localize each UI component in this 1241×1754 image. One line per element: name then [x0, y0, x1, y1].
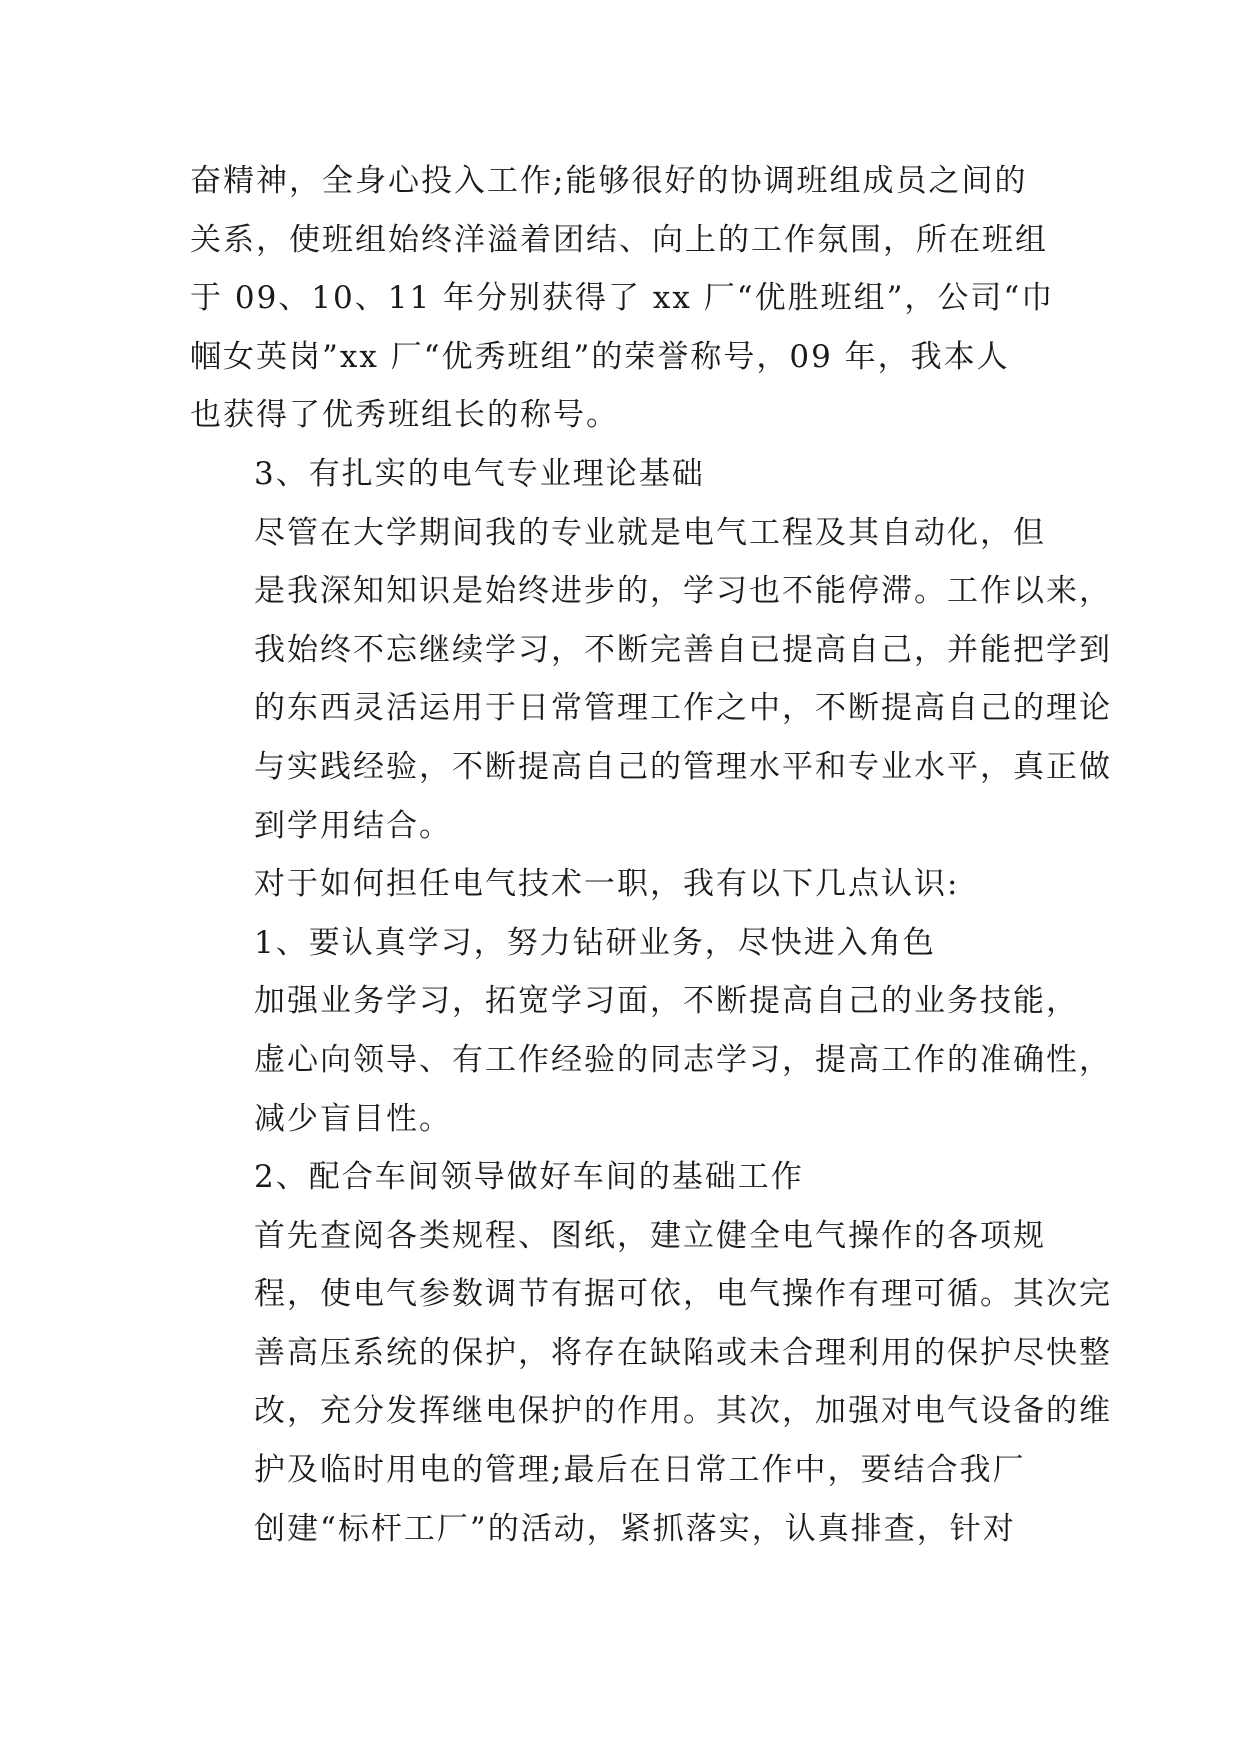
paragraph [190, 855, 1060, 914]
text-line: 关系，使班组始终洋溢着团结、向上的工作氛围，所在班组 [190, 221, 1048, 258]
paragraph [190, 504, 1112, 856]
paragraph [190, 445, 1060, 504]
text-line: 首先查阅各类规程、图纸，建立健全电气操作的各项规 [254, 1217, 1046, 1254]
document-body [190, 152, 1112, 1558]
text-line: 是我深知知识是始终进步的，学习也不能停滞。工作以来， [254, 573, 1112, 610]
text-line: 奋精神，全身心投入工作;能够很好的协调班组成员之间的 [190, 163, 1028, 199]
text-line: 加强业务学习，拓宽学习面，不断提高自己的业务技能， [254, 983, 1079, 1020]
text-line: 于 09、10、11 年分别获得了 xx 厂“优胜班组”，公司“巾 [190, 280, 1055, 317]
text-line: 护及临时用电的管理;最后在日常工作中，要结合我厂 [254, 1452, 1026, 1489]
text-line: 与实践经验，不断提高自己的管理水平和专业水平，真正做 [254, 748, 1112, 785]
text-line: 善高压系统的保护，将存在缺陷或未合理利用的保护尽快整 [254, 1334, 1112, 1371]
paragraph [190, 1500, 1060, 1559]
text-line: 减少盲目性。 [254, 1100, 452, 1137]
text-line: 改，充分发挥继电保护的作用。其次，加强对电气设备的维 [254, 1393, 1112, 1430]
text-line: 尽管在大学期间我的专业就是电气工程及其自动化，但 [254, 514, 1046, 551]
text-line: 的东西灵活运用于日常管理工作之中，不断提高自己的理论 [254, 690, 1112, 727]
text-line: 对于如何担任电气技术一职，我有以下几点认识: [254, 866, 960, 903]
text-line: 3、有扎实的电气专业理论基础 [254, 455, 705, 492]
text-line: 到学用结合。 [254, 807, 452, 844]
text-line: 程，使电气参数调节有据可依，电气操作有理可循。其次完 [254, 1276, 1112, 1313]
paragraph [190, 1148, 1060, 1207]
paragraph [190, 1207, 1112, 1500]
paragraph [190, 972, 1112, 1148]
paragraph [190, 152, 1060, 445]
text-line: 虚心向领导、有工作经验的同志学习，提高工作的准确性， [254, 1041, 1112, 1078]
text-line: 2、配合车间领导做好车间的基础工作 [254, 1159, 804, 1196]
text-line: 也获得了优秀班组长的称号。 [190, 397, 619, 434]
text-line: 1、要认真学习，努力钻研业务，尽快进入角色 [254, 924, 936, 961]
text-line: 创建“标杆工厂”的活动，紧抓落实，认真排查，针对 [254, 1510, 1016, 1547]
text-line: 我始终不忘继续学习，不断完善自已提高自己，并能把学到 [254, 631, 1112, 668]
text-line: 帼女英岗”xx 厂“优秀班组”的荣誉称号，09 年，我本人 [190, 338, 1010, 375]
paragraph [190, 914, 1060, 973]
